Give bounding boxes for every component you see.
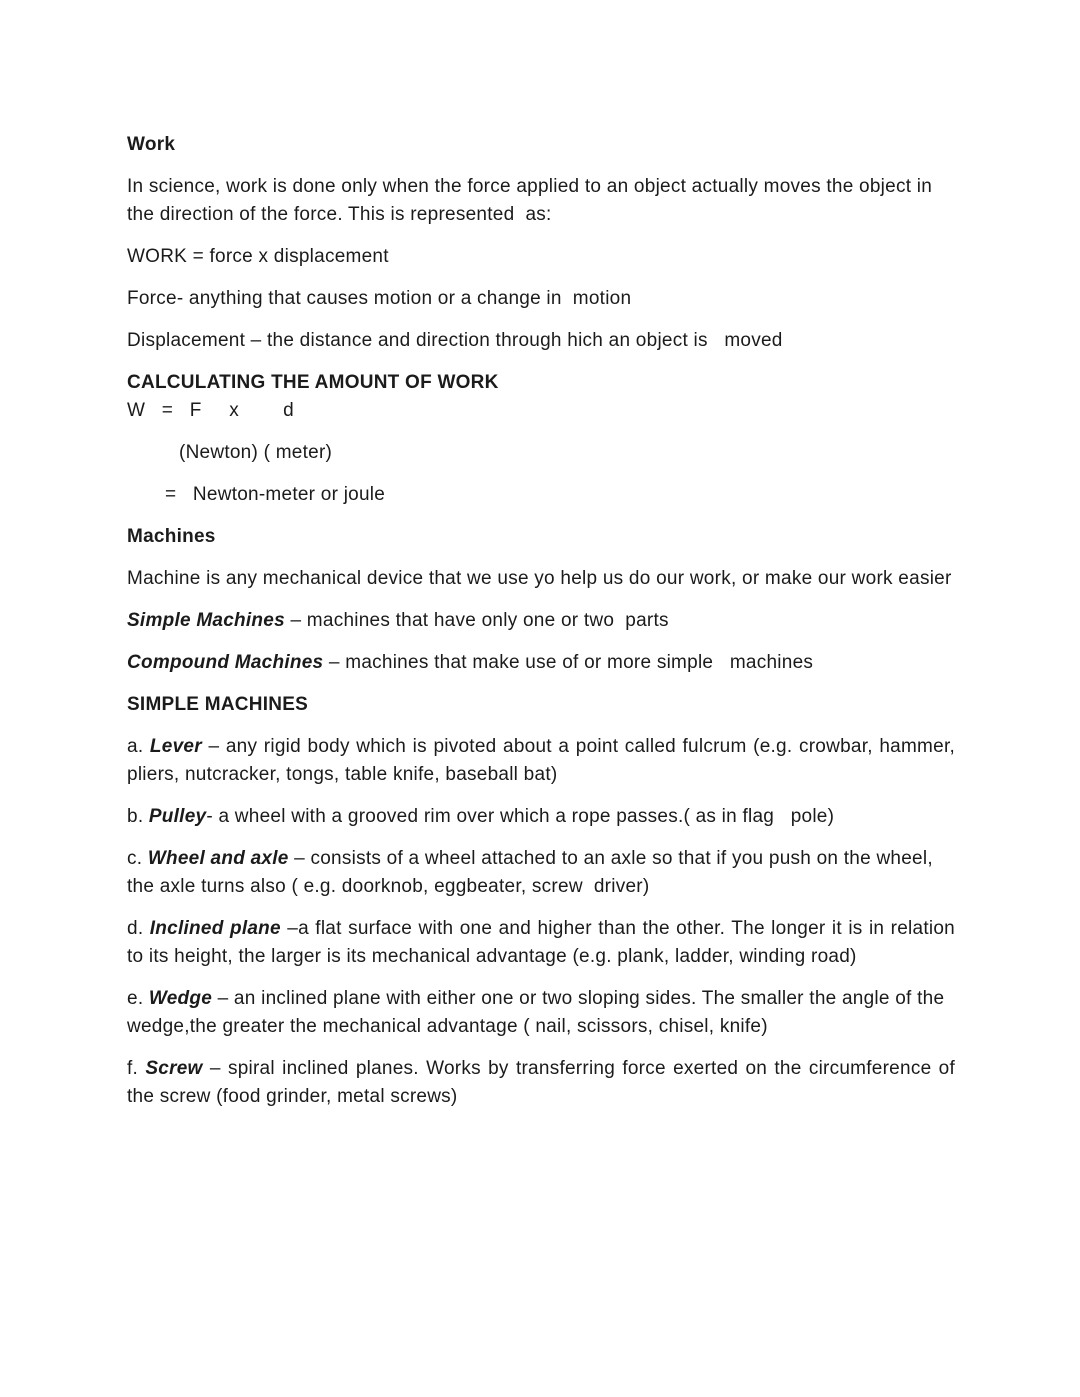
item-prefix: c. xyxy=(127,848,148,869)
displacement-definition: Displacement – the distance and direction through hich an object is moved xyxy=(127,330,783,351)
simple-machines-definition xyxy=(127,607,955,635)
item-text: – any rigid body which is pivoted about a point called fulcrum (e.g. crowbar, hammer, pliers, nutcracker, tongs, table knife, baseball bat) xyxy=(127,736,955,785)
term-wheel-and-axle: Wheel and axle xyxy=(147,848,289,869)
term-pulley: Pulley xyxy=(148,806,207,827)
compound-machines-text: – machines that make use of or more simple machines xyxy=(323,652,814,673)
term-screw: Screw xyxy=(145,1058,203,1079)
heading-simple-machines: SIMPLE MACHINES xyxy=(127,694,309,715)
heading-machines: Machines xyxy=(127,526,216,547)
list-item-inclined-plane xyxy=(127,915,955,971)
heading-calculating-work: CALCULATING THE AMOUNT OF WORK xyxy=(127,372,499,393)
item-prefix: d. xyxy=(127,918,150,939)
term-lever: Lever xyxy=(149,736,202,757)
work-intro-paragraph: In science, work is done only when the force applied to an object actually moves the object in the direction of the force. This is represented as: xyxy=(127,176,938,225)
term-simple-machines: Simple Machines xyxy=(127,610,285,631)
equation-units-line: (Newton) ( meter) xyxy=(179,442,333,463)
simple-machines-text: – machines that have only one or two parts xyxy=(284,610,669,631)
item-text: – spiral inclined planes. Works by transferring force exerted on the circumference of the screw (food grinder, metal screws) xyxy=(127,1058,956,1107)
item-prefix: b. xyxy=(127,806,149,827)
heading-work: Work xyxy=(127,134,176,155)
item-text: – consists of a wheel attached to an axle so that if you push on the wheel, the axle turns also ( e.g. doorknob, eggbeater, screw driver) xyxy=(127,848,939,897)
work-formula-line: WORK = force x displacement xyxy=(127,246,389,267)
list-item-wedge xyxy=(127,985,955,1041)
item-text: –a flat surface with one and higher than the other. The longer it is in relation to its height, the larger is its mechanical advantage (e.g. plank, ladder, winding road) xyxy=(127,918,955,967)
list-item-lever xyxy=(127,733,955,789)
equation-result-line: = Newton-meter or joule xyxy=(165,484,386,505)
list-item-pulley xyxy=(127,803,955,831)
item-prefix: a. xyxy=(127,736,150,757)
term-compound-machines: Compound Machines xyxy=(127,652,324,673)
item-text: – an inclined plane with either one or two sloping sides. The smaller the angle of the wedge,the greater the mechanical advantage ( nail, scissors, chisel, knife) xyxy=(127,988,950,1037)
machine-definition: Machine is any mechanical device that we use yo help us do our work, or make our work easier xyxy=(127,568,952,589)
item-prefix: e. xyxy=(127,988,149,1009)
term-inclined-plane: Inclined plane xyxy=(149,918,281,939)
item-text: - a wheel with a grooved rim over which a rope passes.( as in flag pole) xyxy=(206,806,835,827)
list-item-screw xyxy=(127,1055,955,1111)
compound-machines-definition xyxy=(127,649,955,677)
term-wedge: Wedge xyxy=(148,988,213,1009)
equation-line: W = F x d xyxy=(127,400,294,421)
list-item-wheel-and-axle xyxy=(127,845,955,901)
item-prefix: f. xyxy=(127,1058,146,1079)
force-definition: Force- anything that causes motion or a change in motion xyxy=(127,288,632,309)
